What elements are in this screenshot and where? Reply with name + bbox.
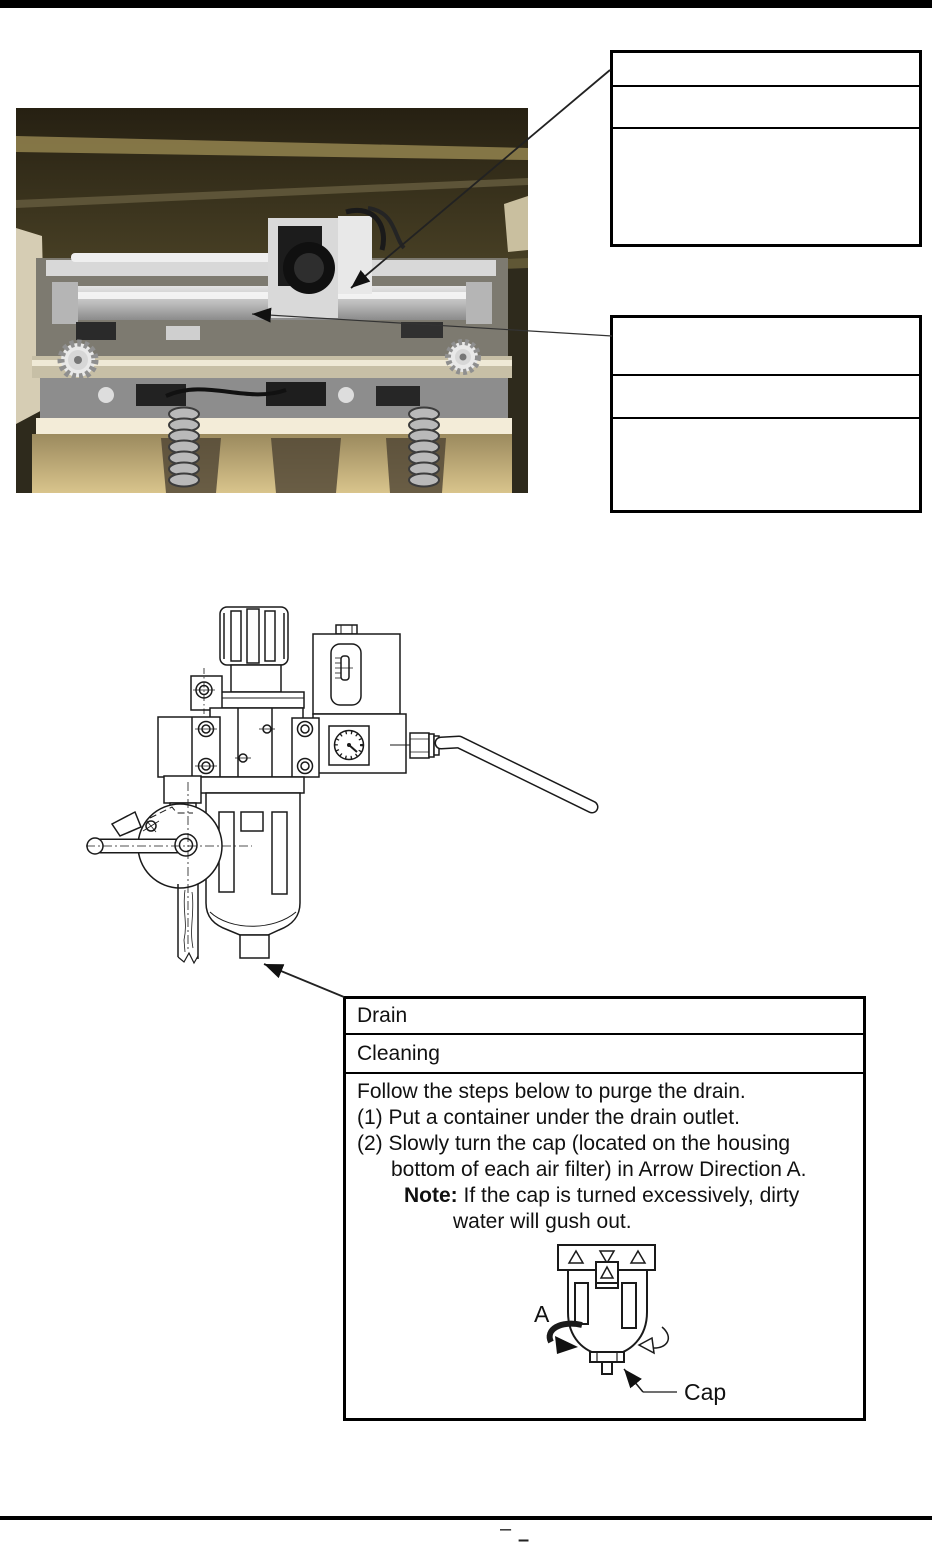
machine-photo-art xyxy=(16,108,528,493)
callout-upper-row-3 xyxy=(613,129,919,242)
machine-interior-photo xyxy=(16,108,528,493)
instruction-step2-line1: (2) Slowly turn the cap (located on the housing xyxy=(357,1132,791,1155)
cap-label: Cap xyxy=(684,1379,727,1405)
callout-upper-row-1 xyxy=(613,53,919,87)
drain-header-label: Drain xyxy=(357,1004,408,1027)
cleaning-header-cell xyxy=(346,1035,863,1074)
note-text: If the cap is turned excessively, dirty xyxy=(457,1184,800,1207)
note-label: Note: xyxy=(404,1184,458,1207)
instruction-intro: Follow the steps below to purge the drain. xyxy=(357,1080,746,1103)
page-number-dash-bottom: – xyxy=(518,1529,530,1551)
pressure-gauge xyxy=(335,731,364,760)
footer-rule xyxy=(0,1516,932,1520)
outlet-fitting xyxy=(410,733,429,758)
drain-pointer-arrow xyxy=(264,964,344,997)
direction-a-label: A xyxy=(534,1301,550,1327)
shutoff-valve xyxy=(138,804,222,888)
instruction-step1: (1) Put a container under the drain outlet. xyxy=(357,1106,740,1129)
air-filter-drawing xyxy=(86,607,592,963)
instruction-step2-line2: bottom of each air filter) in Arrow Direction A. xyxy=(391,1158,807,1181)
switch-top-tab xyxy=(336,625,357,634)
callout-lower-row-3 xyxy=(613,419,919,510)
callout-lower-row-1 xyxy=(613,318,919,376)
filter-bowl xyxy=(206,793,300,935)
callout-box-upper xyxy=(610,50,922,247)
drain-header-cell xyxy=(346,999,863,1035)
page-number-dash-top: – xyxy=(500,1518,512,1540)
callout-lower-row-2 xyxy=(613,376,919,419)
gauge-panel xyxy=(313,714,406,773)
cleaning-header-label: Cleaning xyxy=(357,1041,440,1065)
top-rule xyxy=(0,0,932,8)
drain-table xyxy=(343,996,866,1421)
callout-upper-row-2 xyxy=(613,87,919,129)
instruction-note-line1 xyxy=(404,1183,855,1209)
regulator-knob xyxy=(220,607,288,665)
outlet-pipe xyxy=(441,742,592,807)
pressure-switch xyxy=(313,634,400,714)
instruction-note-line2: water will gush out. xyxy=(453,1210,632,1233)
drain-outlet xyxy=(240,935,269,958)
drain-instructions xyxy=(346,1074,863,1235)
callout-box-lower xyxy=(610,315,922,513)
